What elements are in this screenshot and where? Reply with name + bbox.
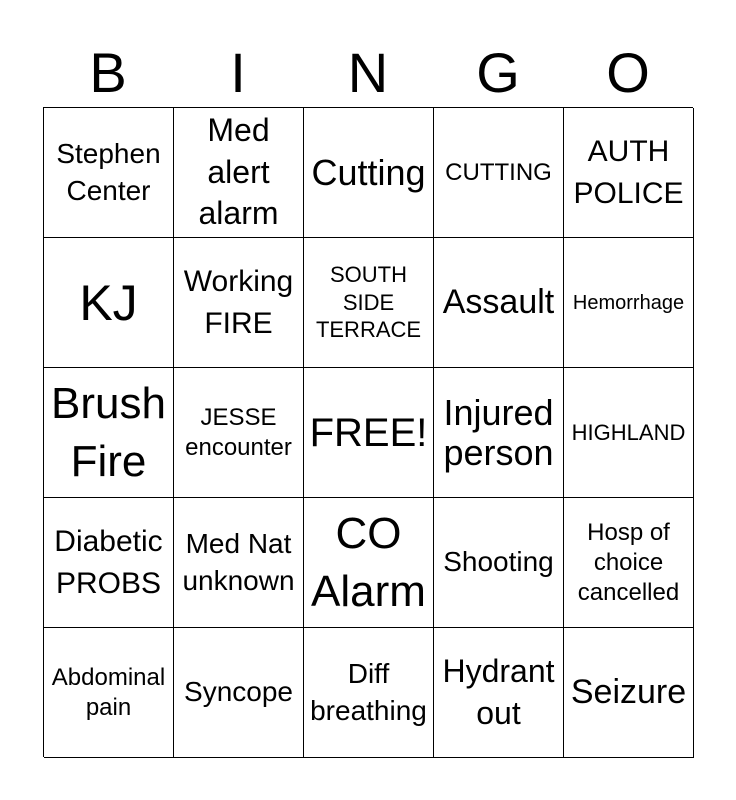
header-letter-i: I [230, 41, 246, 104]
bingo-cell-r5c2[interactable]: Syncope [174, 628, 304, 758]
bingo-cell-r2c2[interactable]: Working FIRE [174, 238, 304, 368]
bingo-cell-r1c4[interactable]: CUTTING [434, 108, 564, 238]
bingo-cell-r5c1[interactable]: Abdominal pain [44, 628, 174, 758]
header-letter-o: O [606, 41, 650, 104]
bingo-cell-r2c1[interactable]: KJ [44, 238, 174, 368]
header-letter-n: N [347, 41, 389, 104]
bingo-header [43, 40, 693, 106]
bingo-cell-r3c3[interactable]: FREE! [304, 368, 434, 498]
bingo-cell-r2c5[interactable]: Hemorrhage [564, 238, 694, 368]
bingo-cell-r3c4[interactable]: Injured person [434, 368, 564, 498]
bingo-cell-r3c2[interactable]: JESSE encounter [174, 368, 304, 498]
header-letter-g: G [476, 41, 520, 104]
bingo-cell-r4c5[interactable]: Hosp of choice cancelled [564, 498, 694, 628]
bingo-cell-r4c3[interactable]: CO Alarm [304, 498, 434, 628]
bingo-cell-r1c3[interactable]: Cutting [304, 108, 434, 238]
bingo-cell-r4c4[interactable]: Shooting [434, 498, 564, 628]
bingo-board [43, 107, 693, 757]
header-letter-b: B [89, 41, 127, 104]
bingo-cell-r4c2[interactable]: Med Nat unknown [174, 498, 304, 628]
bingo-cell-r2c4[interactable]: Assault [434, 238, 564, 368]
bingo-cell-r1c2[interactable]: Med alert alarm [174, 108, 304, 238]
bingo-cell-r1c5[interactable]: AUTH POLICE [564, 108, 694, 238]
bingo-cell-r5c3[interactable]: Diff breathing [304, 628, 434, 758]
bingo-cell-r4c1[interactable]: Diabetic PROBS [44, 498, 174, 628]
bingo-cell-r5c5[interactable]: Seizure [564, 628, 694, 758]
bingo-cell-r3c5[interactable]: HIGHLAND [564, 368, 694, 498]
bingo-cell-r1c1[interactable]: Stephen Center [44, 108, 174, 238]
bingo-cell-r2c3[interactable]: SOUTH SIDE TERRACE [304, 238, 434, 368]
bingo-cell-r5c4[interactable]: Hydrant out [434, 628, 564, 758]
bingo-cell-r3c1[interactable]: Brush Fire [44, 368, 174, 498]
